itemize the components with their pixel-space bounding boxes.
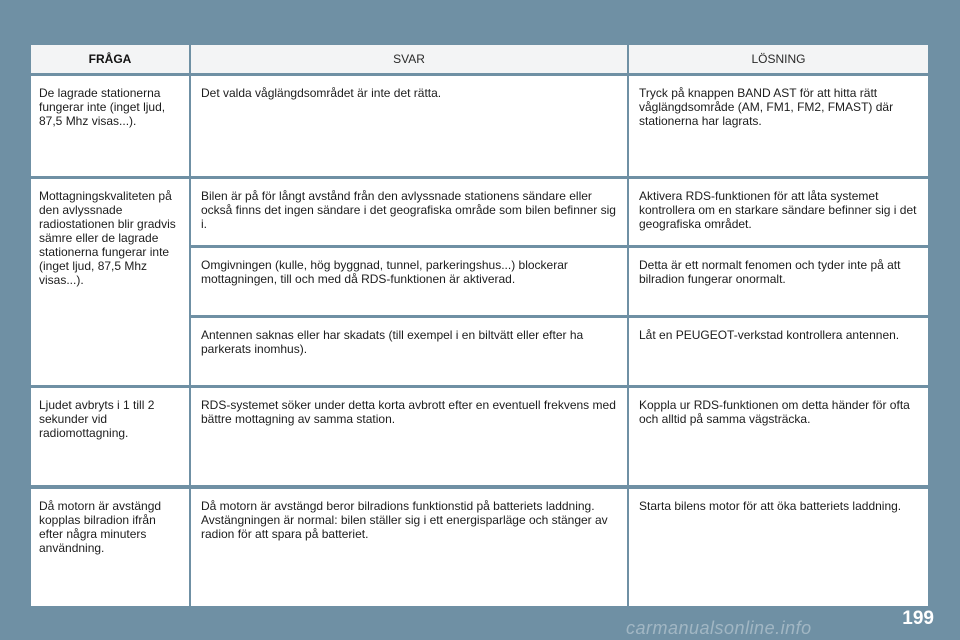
solution-cell — [629, 318, 928, 385]
answer-text: Antennen saknas eller har skadats (till exempel i en biltvätt eller efter ha parkerats inomhus). — [201, 328, 584, 356]
solution-text: Låt en PEUGEOT-verkstad kontrollera antennen. — [639, 328, 900, 342]
answer-cell — [191, 248, 627, 315]
answer-cell — [191, 388, 627, 485]
solution-cell — [629, 179, 928, 245]
answer-text: Då motorn är avstängd beror bilradions funktionstid på batteriets laddning. Avstängningen är normal: bilen ställer sig i ett energisparläge och stänger av radion för att spara på batteriet. — [201, 499, 608, 541]
watermark: carmanualsonline.info — [626, 618, 812, 638]
answer-cell — [191, 489, 627, 606]
answer-text: Bilen är på för långt avstånd från den avlyssnade stationens sändare eller också finns det ingen sändare i det geografiska område som bilen befinner sig i. — [201, 189, 616, 231]
solution-cell — [629, 388, 928, 485]
answer-text: RDS-systemet söker under detta korta avbrott efter en eventuell frekvens med bättre mottagning av samma station. — [201, 398, 616, 426]
solution-text: Aktivera RDS-funktionen för att låta systemet kontrollera om en starkare sändare befinner sig i det geografiska området. — [639, 189, 917, 231]
solution-cell — [629, 248, 928, 315]
answer-cell — [191, 318, 627, 385]
header-solution: LÖSNING — [629, 45, 928, 73]
solution-cell — [629, 76, 928, 176]
solution-text: Koppla ur RDS-funktionen om detta händer för ofta och alltid på samma vägsträcka. — [639, 398, 910, 426]
solution-cell — [629, 489, 928, 606]
solution-text: Starta bilens motor för att öka batteriets laddning. — [639, 499, 902, 513]
page-number: 199 — [902, 608, 934, 629]
header-question: FRÅGA — [31, 45, 189, 73]
answer-text: Det valda våglängdsområdet är inte det rätta. — [201, 86, 442, 100]
question-text: De lagrade stationerna fungerar inte (inget ljud, 87,5 Mhz visas...). — [39, 86, 166, 128]
answer-cell — [191, 179, 627, 245]
solution-text: Detta är ett normalt fenomen och tyder inte på att bilradion fungerar onormalt. — [639, 258, 901, 286]
header-answer: SVAR — [191, 45, 627, 73]
answer-text: Omgivningen (kulle, hög byggnad, tunnel, parkeringshus...) blockerar mottagningen, till och med då RDS-funktionen är aktiverad. — [201, 258, 568, 286]
question-text: Då motorn är avstängd kopplas bilradion ifrån efter några minuters användning. — [39, 499, 162, 555]
question-text: Ljudet avbryts i 1 till 2 sekunder vid radiomottagning. — [39, 398, 155, 440]
question-text: Mottagningskvaliteten på den avlyssnade radiostationen blir gradvis sämre eller de lagrade stationerna fungerar inte (inget ljud, 87,5 Mhz visas...). — [39, 189, 176, 287]
answer-cell — [191, 76, 627, 176]
question-cell — [31, 179, 189, 385]
question-cell — [31, 489, 189, 606]
question-cell — [31, 388, 189, 485]
question-cell — [31, 76, 189, 176]
solution-text: Tryck på knappen BAND AST för att hitta rätt våglängdsområde (AM, FM1, FM2, FMAST) där stationerna har lagrats. — [639, 86, 894, 128]
